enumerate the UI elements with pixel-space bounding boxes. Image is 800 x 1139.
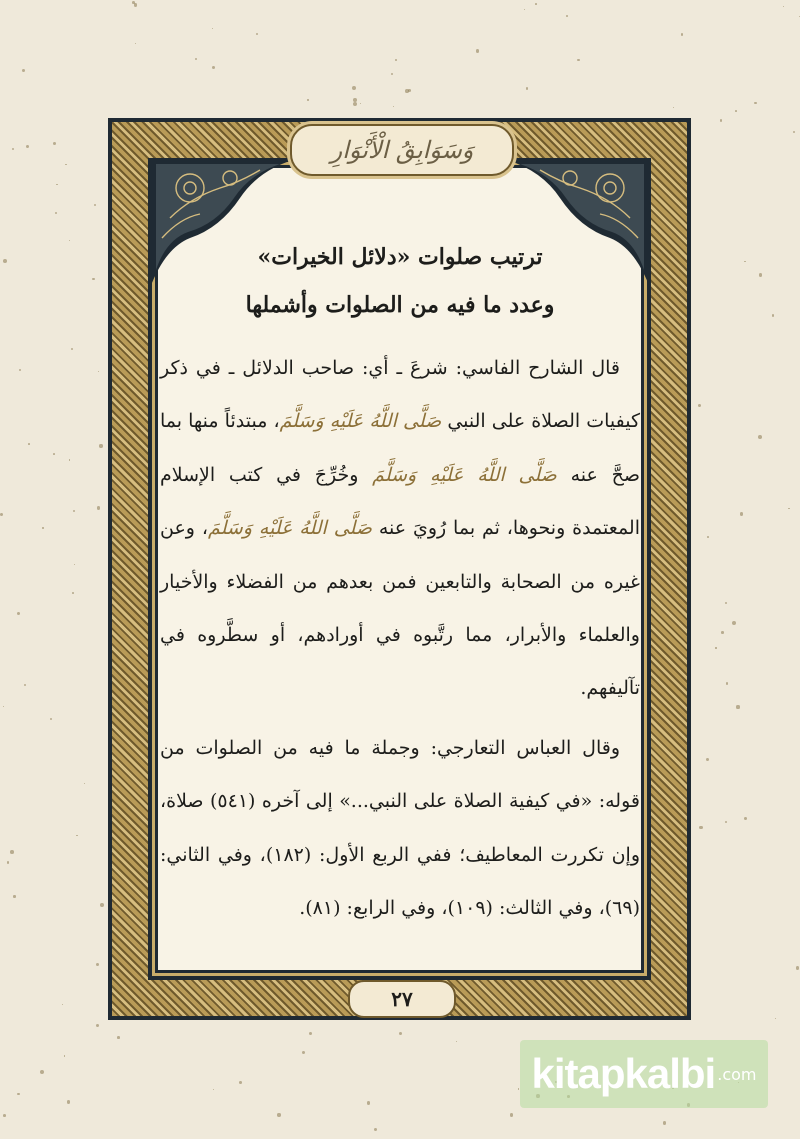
paper-speck xyxy=(698,404,701,407)
paper-speck xyxy=(302,1051,305,1054)
paper-speck xyxy=(374,1128,377,1131)
paper-speck xyxy=(367,1101,371,1105)
line: ، وعن غيره من الصحابة والتابعين فمن xyxy=(160,517,640,593)
paper-speck xyxy=(40,1070,44,1074)
line: وقال العباس التعارجي: وجملة ما فيه من xyxy=(273,736,620,759)
paper-speck xyxy=(699,826,702,829)
cartouche-title: وَسَوَابِقُ الْأَنْوَارِ xyxy=(330,136,474,164)
paper-speck xyxy=(408,89,411,92)
paper-speck xyxy=(213,1089,214,1090)
paper-speck xyxy=(673,107,674,108)
paper-speck xyxy=(64,1055,66,1057)
paper-speck xyxy=(97,506,101,510)
paper-speck xyxy=(735,110,737,112)
watermark-suffix: .com xyxy=(717,1064,757,1084)
paper-speck xyxy=(22,69,25,72)
line: رتَّبوه في أورادهم، أو سطَّروه في تآليفهم. xyxy=(160,624,640,700)
paper-speck xyxy=(526,87,528,89)
page-number: ٢٧ xyxy=(348,980,456,1018)
paper-speck xyxy=(707,536,709,538)
paper-speck xyxy=(73,510,75,512)
paper-speck xyxy=(524,9,525,10)
paper-speck xyxy=(99,444,102,447)
paper-speck xyxy=(577,59,579,61)
paper-speck xyxy=(117,1036,120,1039)
watermark-logo xyxy=(520,1040,768,1108)
paper-speck xyxy=(793,131,795,133)
paper-speck xyxy=(775,1018,777,1020)
honorific-phrase: صَلَّى اللَّهُ عَلَيْهِ وَسَلَّمَ xyxy=(279,410,442,433)
paper-speck xyxy=(744,817,747,820)
header-cartouche xyxy=(290,124,514,176)
paper-speck xyxy=(725,602,727,604)
paper-speck xyxy=(96,1024,99,1027)
paper-speck xyxy=(796,966,799,969)
paper-speck xyxy=(10,850,14,854)
paper-speck xyxy=(663,1121,666,1124)
chapter-heading: ترتيب صلوات «دلائل الخيرات» xyxy=(257,244,543,270)
paper-speck xyxy=(720,119,722,121)
paper-speck xyxy=(715,647,716,648)
paper-speck xyxy=(67,1100,70,1103)
paper-speck xyxy=(681,33,684,36)
paper-speck xyxy=(13,895,15,897)
paper-speck xyxy=(19,369,21,371)
line: قال الشارح الفاسي: شرعَ ـ أي: صاحب الدلائل ـ xyxy=(228,357,621,379)
paper-speck xyxy=(732,621,736,625)
paper-speck xyxy=(393,106,394,107)
line: ففي الربع الأول: (١٨٢)، وفي الثاني: (٦٩)، وفي xyxy=(160,843,640,920)
paper-speck xyxy=(476,49,479,52)
line: إلى آخره (٥٤١) صلاة، وإن تكررت المعاطيف؛ xyxy=(160,790,640,866)
paper-speck xyxy=(277,1113,280,1116)
paper-speck xyxy=(759,273,762,276)
paper-speck xyxy=(56,184,57,185)
paper-speck xyxy=(740,512,744,516)
paper-speck xyxy=(212,66,215,69)
page-content xyxy=(160,240,640,935)
paper-speck xyxy=(84,783,86,785)
line: في ذكر كيفيات الصلاة على النبي xyxy=(160,357,641,433)
paper-speck xyxy=(17,612,20,615)
paper-speck xyxy=(239,1081,242,1084)
paper-speck xyxy=(736,705,739,708)
paper-speck xyxy=(28,443,30,445)
paper-speck xyxy=(360,103,361,104)
paper-speck xyxy=(566,15,568,17)
line: الثالث: (١٠٩)، وفي الرابع: (٨١). xyxy=(299,897,553,920)
paper-speck xyxy=(754,102,756,104)
paper-speck xyxy=(3,706,4,707)
paper-speck xyxy=(69,459,70,460)
paper-speck xyxy=(50,718,52,720)
paper-speck xyxy=(391,73,393,75)
paper-speck xyxy=(399,1032,402,1035)
paper-speck xyxy=(195,58,197,60)
paper-speck xyxy=(72,592,74,594)
paper-speck xyxy=(456,1041,457,1042)
paper-speck xyxy=(76,835,77,836)
paper-speck xyxy=(7,861,9,863)
paper-speck xyxy=(100,903,104,907)
paper-speck xyxy=(3,259,7,263)
paper-speck xyxy=(788,508,790,510)
paper-speck xyxy=(55,212,57,214)
chapter-subheading: وعدد ما فيه من الصلوات وأشملها xyxy=(245,292,555,318)
line: بعدهم من الفضلاء والأخيار والعلماء والأبرار، مما xyxy=(160,570,640,647)
paper-speck xyxy=(12,148,14,150)
paper-speck xyxy=(758,435,762,439)
paper-speck xyxy=(53,142,56,145)
paragraph-2 xyxy=(160,722,640,936)
paper-speck xyxy=(706,758,709,761)
paper-speck xyxy=(535,3,537,5)
paper-speck xyxy=(510,1113,514,1117)
paper-speck xyxy=(26,145,29,148)
paper-speck xyxy=(92,278,94,280)
paper-speck xyxy=(307,99,308,100)
paper-speck xyxy=(94,204,96,206)
paper-speck xyxy=(24,684,26,686)
paper-speck xyxy=(353,102,357,106)
paper-speck xyxy=(783,6,784,7)
paper-speck xyxy=(256,33,258,35)
paper-speck xyxy=(69,240,70,241)
paper-speck xyxy=(135,43,136,44)
paper-speck xyxy=(62,1004,63,1005)
paper-speck xyxy=(721,631,724,634)
paper-speck xyxy=(726,682,728,684)
paper-speck xyxy=(42,527,43,528)
watermark-text: kitapkalbi xyxy=(531,1050,716,1097)
paper-speck xyxy=(71,348,73,350)
honorific-phrase: صَلَّى اللَّهُ عَلَيْهِ وَسَلَّمَ xyxy=(372,463,557,486)
line: مبتدئاً منها بما صحَّ عنه xyxy=(160,410,640,486)
paper-speck xyxy=(772,314,774,316)
paper-speck xyxy=(395,59,397,61)
line: كتب الإسلام المعتمدة ونحوها، ثم بما رُويَ عنه xyxy=(160,463,640,540)
paper-speck xyxy=(53,453,55,455)
paper-speck xyxy=(353,98,357,102)
paper-speck xyxy=(98,371,99,372)
paper-speck xyxy=(309,1032,312,1035)
honorific-phrase: صَلَّى اللَّهُ عَلَيْهِ وَسَلَّمَ xyxy=(207,517,372,540)
line: وخُرِّجَ في xyxy=(276,463,359,486)
paper-speck xyxy=(3,1114,6,1117)
paper-speck xyxy=(17,1093,20,1096)
paper-speck xyxy=(74,564,75,565)
paper-speck xyxy=(212,28,213,29)
paper-speck xyxy=(725,821,727,823)
paragraph-1: قال الشارح الفاسي: شرعَ ـ أي: صاحب الدلائل ـ في ذكر كيفيات الصلاة على النبي صَلَّى اللَّهُ عَلَيْهِ وَسَلَّمَ، مبتدئاً منها بما صحَّ عنه صَلَّى اللَّهُ عَلَيْهِ وَسَلَّمَ وخُرِّجَ في كتب الإسلام المعتمدة ونحوها، ثم بما رُويَ عنه صَلَّى اللَّهُ عَلَيْهِ وَسَلَّمَ، وعن غيره من الصحابة والتابعين فمن بعدهم من الفضلاء والأخيار والعلماء والأبرار، مما رتَّبوه في أورادهم، أو سطَّروه في تآليفهم. xyxy=(160,357,641,700)
paper-speck xyxy=(134,3,138,7)
paper-speck xyxy=(352,86,356,90)
line: الصلوات من قوله: «في كيفية الصلاة على النبي...» xyxy=(160,736,640,813)
paper-speck xyxy=(0,513,3,516)
paper-speck xyxy=(744,261,746,263)
paper-speck xyxy=(96,963,99,966)
paper-speck xyxy=(65,164,66,165)
